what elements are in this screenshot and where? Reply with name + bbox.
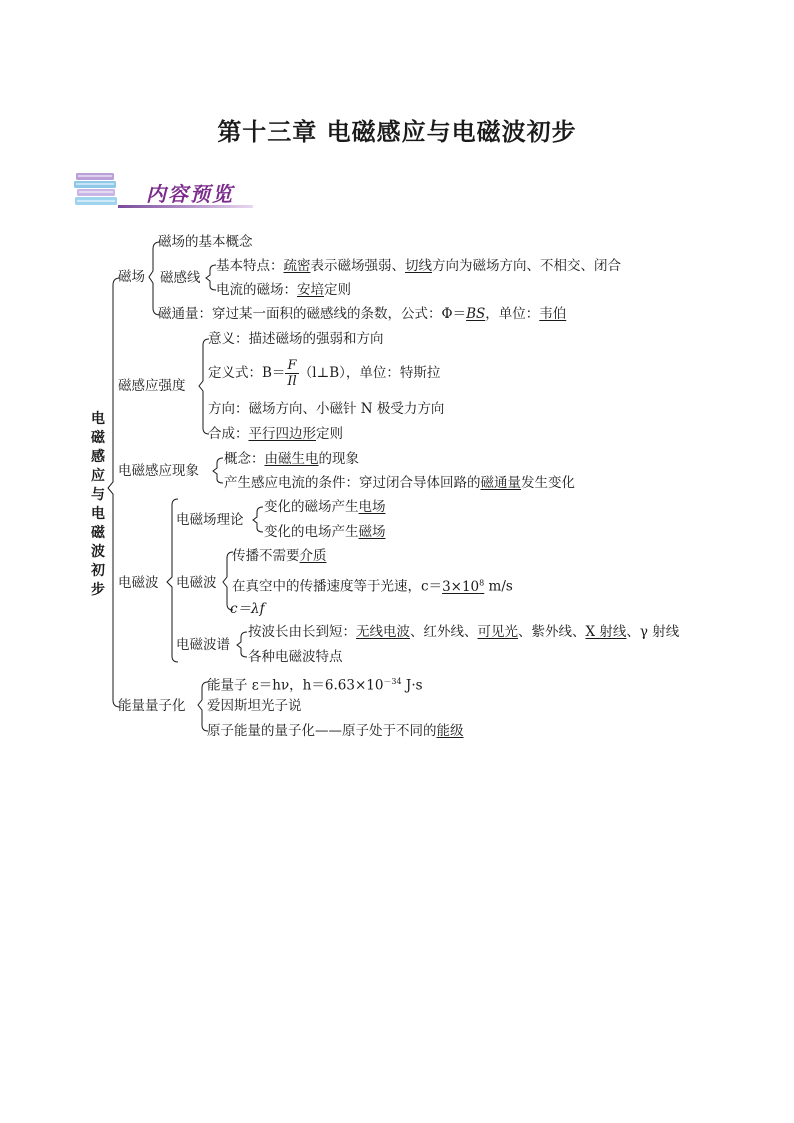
energy-quantum: 能量子 ε＝hν，$h=6.63\times 10^{-34}$ J·s (207, 677, 423, 694)
em-spectrum-line1: 按波长由长到短：无线电波、红外线、可见光、紫外线、X 射线、γ 射线 (248, 624, 680, 640)
basic-concept: 磁场的基本概念 (158, 234, 253, 250)
magnetic-field-label: 磁场 (118, 269, 145, 285)
em-spectrum-line2: 各种电磁波特点 (248, 649, 343, 665)
fraction-f-over-il: $\frac{F}{Il}$ (287, 358, 297, 389)
em-wave-sub-label: 电磁波 (176, 575, 217, 591)
em-theory-line2: 变化的电场产生磁场 (264, 524, 386, 540)
induction-concept: 概念：由磁生电的现象 (224, 451, 359, 467)
atomic-energy-levels: 原子能量的量子化——原子处于不同的能级 (207, 723, 464, 739)
root-label: 电磁感应与电磁波初步 (91, 411, 105, 598)
em-spectrum-label: 电磁波谱 (176, 637, 230, 653)
induction-definition: 定义式：B＝ $\frac{F}{Il}$ （l⊥B），单位：特斯拉 (208, 358, 441, 389)
induction-direction: 方向：磁场方向、小磁针 N 极受力方向 (208, 401, 445, 417)
em-wave-line3: c＝λf (230, 601, 265, 617)
em-field-theory-label: 电磁场理论 (176, 512, 244, 528)
page-title: 第十三章 电磁感应与电磁波初步 (217, 118, 577, 146)
induction-condition: 产生感应电流的条件：穿过闭合导体回路的磁通量发生变化 (224, 475, 575, 491)
quantization-label: 能量量子化 (118, 698, 186, 714)
current-magnetic-field: 电流的磁场：安培定则 (216, 282, 351, 298)
em-wave-line1: 传播不需要介质 (232, 548, 327, 564)
field-lines-label: 磁感线 (160, 270, 201, 286)
banner-label: 内容预览 (146, 182, 234, 206)
induction-phenomenon-label: 电磁感应现象 (118, 463, 199, 479)
em-wave-line2: 在真空中的传播速度等于光速，$c=3\times 10^8$ m/s (232, 578, 513, 595)
magnetic-flux: 磁通量：穿过某一面积的磁感线的条数，公式：Φ＝BS，单位：韦伯 (158, 306, 567, 322)
induction-strength-label: 磁感应强度 (118, 378, 186, 394)
einstein-photon: 爱因斯坦光子说 (207, 698, 302, 714)
induction-meaning: 意义：描述磁场的强弱和方向 (208, 331, 384, 347)
em-theory-line1: 变化的磁场产生电场 (264, 499, 386, 515)
induction-composition: 合成：平行四边形定则 (208, 426, 343, 442)
em-wave-label: 电磁波 (118, 575, 159, 591)
field-lines-basic-features: 基本特点：疏密表示磁场强弱、切线方向为磁场方向、不相交、闭合 (216, 258, 621, 274)
